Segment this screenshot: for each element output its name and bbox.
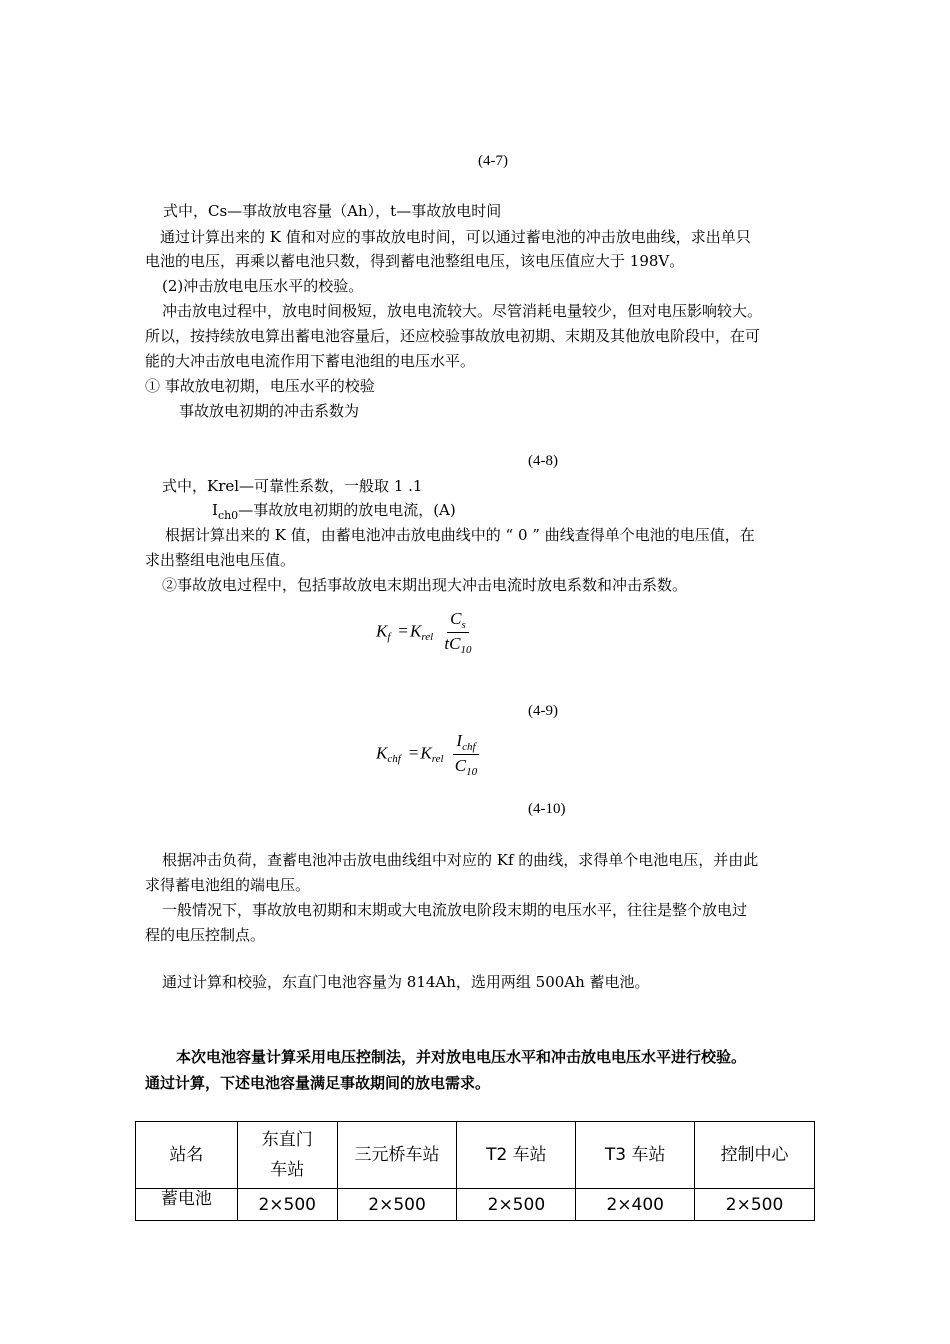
formula-kchf-equals: = (408, 743, 419, 763)
equation-number-4-8: (4-8) (528, 453, 558, 469)
table-header-station-5: 控制中心 (695, 1122, 815, 1189)
bold-summary-line1: 本次电池容量计算采用电压控制法，并对放电电压水平和冲击放电电压水平进行校验。 (176, 1048, 747, 1066)
paragraph-curve-lookup-line1: 根据计算出来的 K 值，由蓄电池冲击放电曲线中的 “ 0 ” 曲线查得单个电池的电压值，在 (165, 526, 755, 544)
table-row-battery-label: 蓄电池 (136, 1189, 238, 1221)
paragraph-impulse-line3: 能的大冲击放电电流作用下蓄电池组的电压水平。 (145, 352, 476, 370)
paragraph-control-point-line2: 程的电压控制点。 (145, 926, 266, 944)
formula-kf-k: K (410, 621, 422, 641)
paragraph-impulse-line1: 冲击放电过程中，放电时间极短，放电电流较大。尽管消耗电量较少，但对电压影响较大。 (162, 302, 763, 320)
table-cell-value-1: 2×500 (237, 1189, 337, 1221)
table-header-station-2: 三元桥车站 (337, 1122, 457, 1189)
table-header-row (136, 1122, 815, 1189)
formula-kchf-denominator: $C_{10}$ (454, 756, 478, 778)
table-header-station-4: T3 车站 (576, 1122, 695, 1189)
equation-number-4-10: (4-10) (528, 801, 566, 817)
formula-kf-k-sub: rel (421, 631, 434, 644)
heading-impulse-voltage-check: (2)冲击放电电压水平的校验。 (162, 277, 364, 295)
table-header-station-1: 东直门 车站 (237, 1122, 337, 1189)
bold-summary-line2: 通过计算，下述电池容量满足事故期间的放电需求。 (145, 1074, 491, 1092)
paragraph-kf-curve-line1: 根据冲击负荷，查蓄电池冲击放电曲线组中对应的 Kf 的曲线，求得单个电池电压，并由此 (162, 851, 759, 869)
formula-kchf-lhs: K (376, 743, 388, 763)
formula-kf-fraction (441, 610, 474, 655)
equation-number-4-7: (4-7) (478, 153, 508, 169)
paragraph-control-point-line1: 一般情况下，事故放电初期和末期或大电流放电阶段末期的电压水平，往往是整个放电过 (162, 901, 748, 919)
paragraph-k-value-line1: 通过计算出来的 K 值和对应的事故放电时间，可以通过蓄电池的冲击放电曲线，求出单只 (160, 228, 751, 246)
table-header-station-3: T2 车站 (457, 1122, 576, 1189)
formula-kchf-numerator: $I_{chf}$ (453, 732, 478, 755)
paragraph-kf-curve-line2: 求得蓄电池组的端电压。 (145, 876, 311, 894)
formula-kf-equals: = (398, 621, 408, 641)
table-battery-row (136, 1189, 815, 1221)
battery-capacity-table (135, 1121, 815, 1221)
equation-number-4-9: (4-9) (528, 703, 558, 719)
paragraph-k-value-line2: 电池的电压，再乘以蓄电池只数，得到蓄电池整组电压，该电压值应大于 198V。 (145, 252, 685, 270)
table-cell-value-2: 2×500 (337, 1189, 457, 1221)
formula-kchf-lhs-sub: chf (387, 753, 401, 766)
paragraph-impulse-line2: 所以，按持续放电算出蓄电池容量后，还应校验事故放电初期、末期及其他放电阶段中，在可 (145, 327, 761, 345)
paragraph-krel-definition: 式中，Krel—可靠性系数，一般取 1 .1 (162, 477, 423, 495)
table-cell-value-3: 2×500 (457, 1189, 576, 1221)
heading-discharge-process: ②事故放电过程中，包括事故放电末期出现大冲击电流时放电系数和冲击系数。 (162, 576, 688, 594)
formula-kchf-k-sub: rel (431, 753, 444, 766)
formula-kchf (376, 732, 480, 777)
heading-initial-discharge-check: ① 事故放电初期，电压水平的校验 (145, 377, 375, 395)
formula-kchf-fraction (452, 732, 480, 777)
paragraph-ich0-definition (212, 498, 456, 524)
paragraph-conclusion: 通过计算和校验，东直门电池容量为 814Ah，选用两组 500Ah 蓄电池。 (162, 973, 650, 991)
paragraph-curve-lookup-line2: 求出整组电池电压值。 (145, 551, 296, 569)
ich0-symbol: I (212, 501, 218, 519)
formula-kchf-k: K (420, 743, 432, 763)
ich0-subscript: ch0 (217, 509, 239, 522)
paragraph-cs-definition: 式中，Cs—事故放电容量（Ah），t—事故放电时间 (163, 202, 502, 220)
formula-kf-denominator: $tC_{10}$ (444, 634, 472, 656)
table-cell-value-5: 2×500 (695, 1189, 815, 1221)
table-cell-value-4: 2×400 (576, 1189, 695, 1221)
ich0-description: —事故放电初期的放电电流，(A) (238, 501, 456, 519)
paragraph-initial-impulse-coefficient: 事故放电初期的冲击系数为 (179, 402, 360, 420)
formula-kf-lhs: K (376, 621, 388, 641)
formula-kf-numerator: $C_s$ (447, 610, 469, 633)
formula-kf-lhs-sub: f (387, 631, 391, 644)
table-header-station-label: 站名 (136, 1122, 238, 1189)
formula-kf (376, 610, 474, 655)
